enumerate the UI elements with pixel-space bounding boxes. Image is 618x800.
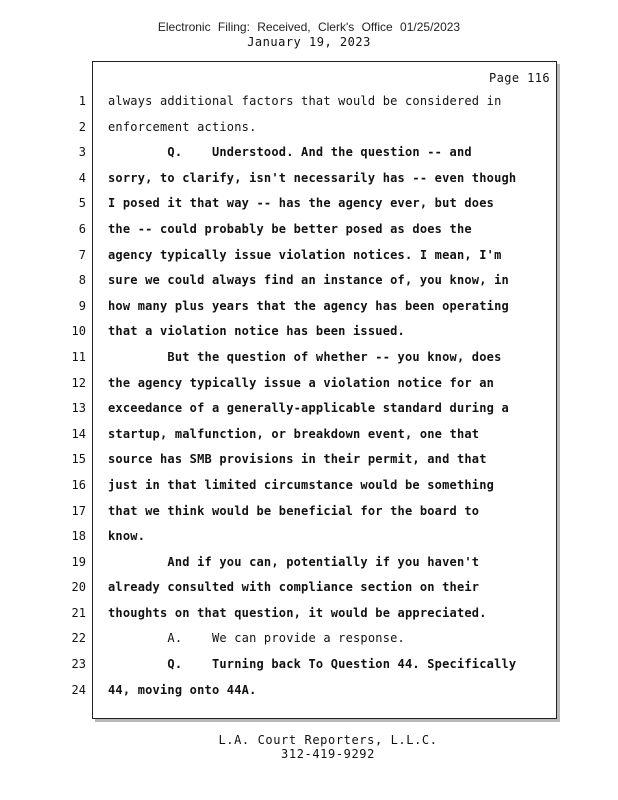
line-number: 9 [78, 298, 86, 313]
transcript-line: enforcement actions. [108, 119, 257, 134]
transcript-line: source has SMB provisions in their permit, and that [108, 452, 487, 467]
line-number: 12 [71, 375, 86, 390]
line-number: 7 [78, 247, 86, 262]
line-number: 5 [78, 196, 86, 211]
line-number: 11 [71, 349, 86, 364]
transcript-line: know. [108, 529, 146, 544]
transcript-line: agency typically issue violation notices. I mean, I'm [108, 247, 502, 262]
line-number: 4 [78, 170, 86, 185]
line-number: 24 [71, 682, 86, 697]
court-reporter-phone: 312-419-9292 [281, 747, 375, 761]
transcript-line: startup, malfunction, or breakdown event, one that [108, 426, 480, 441]
transcript-line: already consulted with compliance section on their [108, 580, 480, 595]
line-number: 3 [78, 145, 86, 160]
electronic-filing-stamp: Electronic Filing: Received, Clerk's Office 01/25/2023 [157, 20, 461, 34]
line-number: 8 [78, 273, 86, 288]
transcript-line: that we think would be beneficial for the board to [108, 503, 480, 518]
court-reporter-firm: L.A. Court Reporters, L.L.C. [218, 733, 438, 747]
transcript-line: Q. Turning back To Question 44. Specifically [108, 657, 517, 672]
transcript-line: exceedance of a generally-applicable standard during a [108, 401, 509, 416]
transcript-line: just in that limited circumstance would be something [108, 477, 495, 492]
transcript-line: always additional factors that would be considered in [108, 94, 502, 108]
line-number-column [60, 89, 86, 703]
line-number: 14 [71, 426, 86, 441]
transcript-line: 44, moving onto 44A. [108, 682, 257, 697]
line-number: 19 [71, 554, 86, 569]
transcript-line: Q. Understood. And the question -- and [108, 145, 472, 160]
line-number: 22 [71, 631, 86, 646]
line-number: 23 [71, 657, 86, 672]
transcript-line: sorry, to clarify, isn't necessarily has -- even though [108, 170, 517, 185]
transcript-line: the agency typically issue a violation notice for an [108, 375, 495, 390]
transcript-line: sure we could always find an instance of, you know, in [108, 273, 509, 288]
line-number: 16 [71, 477, 86, 492]
transcript-line: I posed it that way -- has the agency ever, but does [108, 196, 495, 211]
line-number: 20 [71, 580, 86, 595]
line-number: 18 [71, 529, 86, 544]
line-number: 21 [71, 605, 86, 620]
transcript-line: And if you can, potentially if you haven't [108, 554, 480, 569]
page-number: Page 116 [489, 71, 550, 85]
deposition-date: January 19, 2023 [247, 35, 371, 49]
line-number: 6 [78, 221, 86, 236]
transcript-line: thoughts on that question, it would be appreciated. [108, 605, 487, 620]
line-number: 15 [71, 452, 86, 467]
transcript-text [108, 89, 553, 703]
line-number: 17 [71, 503, 86, 518]
transcript-line: how many plus years that the agency has been operating [108, 298, 509, 313]
line-number: 1 [78, 94, 86, 108]
line-number: 10 [71, 324, 86, 339]
line-number: 2 [78, 119, 86, 134]
transcript-line: that a violation notice has been issued. [108, 324, 405, 339]
transcript-line: the -- could probably be better posed as does the [108, 221, 472, 236]
transcript-line: But the question of whether -- you know, does [108, 349, 502, 364]
transcript-line: A. We can provide a response. [108, 631, 405, 646]
line-number: 13 [71, 401, 86, 416]
